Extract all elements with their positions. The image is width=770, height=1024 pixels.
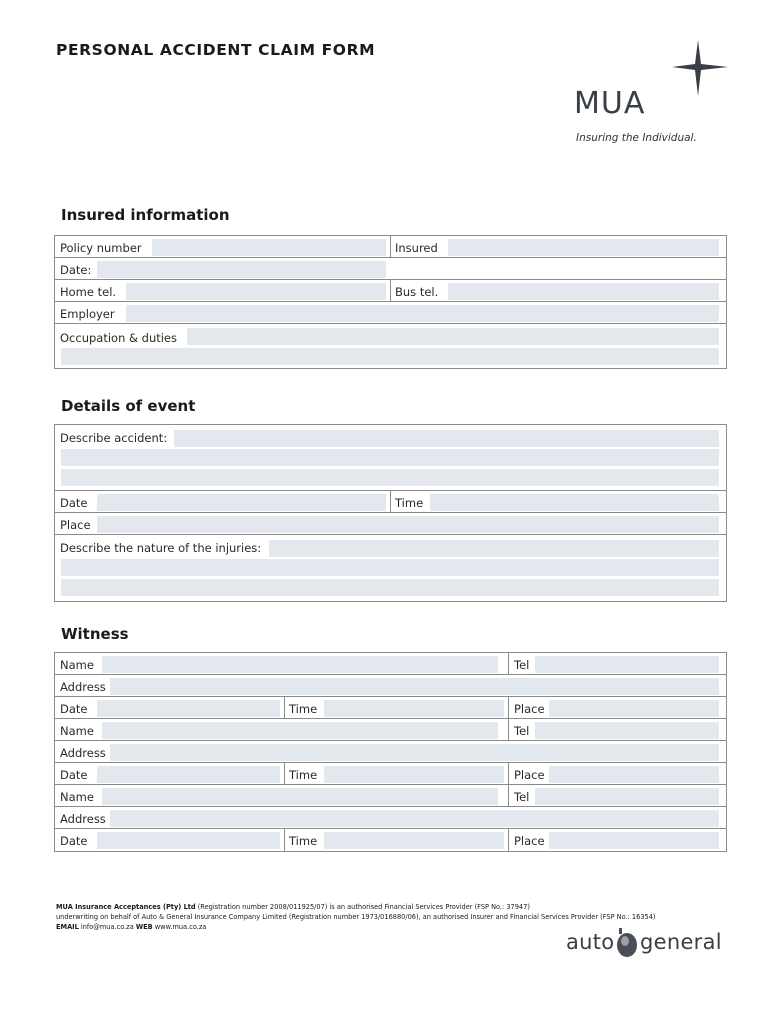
witness-time-label: Time	[289, 702, 318, 716]
employer-field[interactable]	[126, 305, 719, 322]
auto-general-right: general	[640, 930, 722, 954]
witness-1-name-field[interactable]	[102, 656, 498, 673]
event-place-label: Place	[60, 518, 91, 532]
tel-row	[55, 280, 726, 302]
divider	[508, 763, 509, 784]
witness-place-label: Place	[514, 768, 545, 782]
section-title-insured: Insured information	[61, 206, 230, 224]
divider	[508, 697, 509, 718]
witness-datetime-row	[55, 829, 726, 851]
mua-logo	[570, 38, 730, 148]
section-title-witness: Witness	[61, 625, 129, 643]
witness-name-label: Name	[60, 790, 94, 804]
divider	[508, 785, 509, 806]
witness-time-label: Time	[289, 768, 318, 782]
witness-1-place-field[interactable]	[549, 700, 719, 717]
car-silhouette-icon	[616, 928, 638, 958]
policy-number-field[interactable]	[152, 239, 386, 256]
witness-2-place-field[interactable]	[549, 766, 719, 783]
witness-2-date-field[interactable]	[97, 766, 280, 783]
event-details-box	[54, 424, 727, 602]
divider	[508, 653, 509, 674]
home-tel-field[interactable]	[126, 283, 386, 300]
event-date-field[interactable]	[97, 494, 386, 511]
witness-1-time-field[interactable]	[324, 700, 504, 717]
witness-time-label: Time	[289, 834, 318, 848]
witness-3-time-field[interactable]	[324, 832, 504, 849]
witness-3-address-field[interactable]	[110, 810, 719, 827]
witness-name-label: Name	[60, 724, 94, 738]
event-date-label: Date	[60, 496, 88, 510]
injuries-label: Describe the nature of the injuries:	[60, 541, 262, 555]
divider	[390, 236, 391, 257]
employer-label: Employer	[60, 307, 115, 321]
occupation-field-line2[interactable]	[61, 348, 719, 365]
witness-tel-label: Tel	[514, 790, 530, 804]
occupation-label: Occupation & duties	[60, 331, 177, 345]
witness-address-label: Address	[60, 812, 106, 826]
divider	[284, 763, 285, 784]
witness-name-row	[55, 719, 726, 741]
event-time-field[interactable]	[430, 494, 719, 511]
accident-field-line2[interactable]	[61, 449, 719, 466]
logo-tagline: Insuring the Individual.	[576, 132, 697, 144]
policy-number-label: Policy number	[60, 241, 142, 255]
witness-place-label: Place	[514, 702, 545, 716]
witness-3-place-field[interactable]	[549, 832, 719, 849]
event-place-field[interactable]	[97, 516, 719, 533]
injuries-field-line2[interactable]	[61, 559, 719, 576]
insured-field[interactable]	[448, 239, 719, 256]
occupation-field-line1[interactable]	[187, 328, 719, 345]
footer-line1-rest: (Registration number 2008/011925/07) is an authorised Financial Services Provider (FSP No.: 37947)	[195, 903, 530, 911]
footer-line-1	[56, 902, 736, 912]
witness-address-row	[55, 807, 726, 829]
witness-date-label: Date	[60, 834, 88, 848]
injuries-field-line1[interactable]	[269, 540, 719, 557]
divider	[508, 719, 509, 740]
divider	[508, 829, 509, 851]
date-row	[55, 258, 726, 280]
divider	[284, 697, 285, 718]
event-time-label: Time	[395, 496, 424, 510]
insured-label: Insured	[395, 241, 438, 255]
witness-2-tel-field[interactable]	[535, 722, 719, 739]
witness-2-time-field[interactable]	[324, 766, 504, 783]
footer-email-label: EMAIL	[56, 923, 79, 931]
employer-row	[55, 302, 726, 324]
injuries-field-line3[interactable]	[61, 579, 719, 596]
witness-datetime-row	[55, 763, 726, 785]
witness-date-label: Date	[60, 768, 88, 782]
divider	[390, 491, 391, 512]
witness-2-address-field[interactable]	[110, 744, 719, 761]
witness-place-label: Place	[514, 834, 545, 848]
witness-address-row	[55, 675, 726, 697]
witness-address-label: Address	[60, 746, 106, 760]
witness-3-name-field[interactable]	[102, 788, 498, 805]
policy-row	[55, 236, 726, 258]
insured-info-box	[54, 235, 727, 369]
witness-name-label: Name	[60, 658, 94, 672]
logo-brand: MUA	[574, 86, 646, 121]
describe-accident-label: Describe accident:	[60, 431, 168, 445]
footer-email[interactable]: info@mua.co.za	[78, 923, 136, 931]
witness-datetime-row	[55, 697, 726, 719]
footer-line-2: underwriting on behalf of Auto & General Insurance Company Limited (Registration number 1973/016880/06), an authorised Insurer and Financial Services Provider (FSP No.: 16354)	[56, 913, 656, 921]
home-tel-label: Home tel.	[60, 285, 117, 299]
divider	[284, 829, 285, 851]
witness-date-label: Date	[60, 702, 88, 716]
witness-address-row	[55, 741, 726, 763]
witness-tel-label: Tel	[514, 658, 530, 672]
date-field[interactable]	[97, 261, 386, 278]
injuries-row	[55, 535, 726, 601]
witness-3-date-field[interactable]	[97, 832, 280, 849]
witness-name-row	[55, 653, 726, 675]
bus-tel-label: Bus tel.	[395, 285, 439, 299]
witness-1-tel-field[interactable]	[535, 656, 719, 673]
date-label: Date:	[60, 263, 92, 277]
page-title: PERSONAL ACCIDENT CLAIM FORM	[56, 41, 376, 59]
accident-row	[55, 425, 726, 491]
witness-address-label: Address	[60, 680, 106, 694]
footer-web[interactable]: www.mua.co.za	[152, 923, 207, 931]
accident-field-line1[interactable]	[174, 430, 719, 447]
auto-general-left: auto	[566, 930, 615, 954]
four-point-star-icon	[670, 38, 730, 98]
witness-tel-label: Tel	[514, 724, 530, 738]
event-date-row	[55, 491, 726, 513]
witness-box	[54, 652, 727, 852]
divider	[390, 280, 391, 301]
witness-name-row	[55, 785, 726, 807]
witness-2-name-field[interactable]	[102, 722, 498, 739]
witness-3-tel-field[interactable]	[535, 788, 719, 805]
auto-general-logo	[566, 928, 726, 962]
footer-company: MUA Insurance Acceptances (Pty) Ltd	[56, 903, 196, 911]
witness-1-address-field[interactable]	[110, 678, 719, 695]
bus-tel-field[interactable]	[448, 283, 719, 300]
footer-web-label: WEB	[135, 923, 153, 931]
occupation-row	[55, 324, 726, 368]
event-place-row	[55, 513, 726, 535]
accident-field-line3[interactable]	[61, 469, 719, 486]
section-title-event: Details of event	[61, 397, 196, 415]
witness-1-date-field[interactable]	[97, 700, 280, 717]
